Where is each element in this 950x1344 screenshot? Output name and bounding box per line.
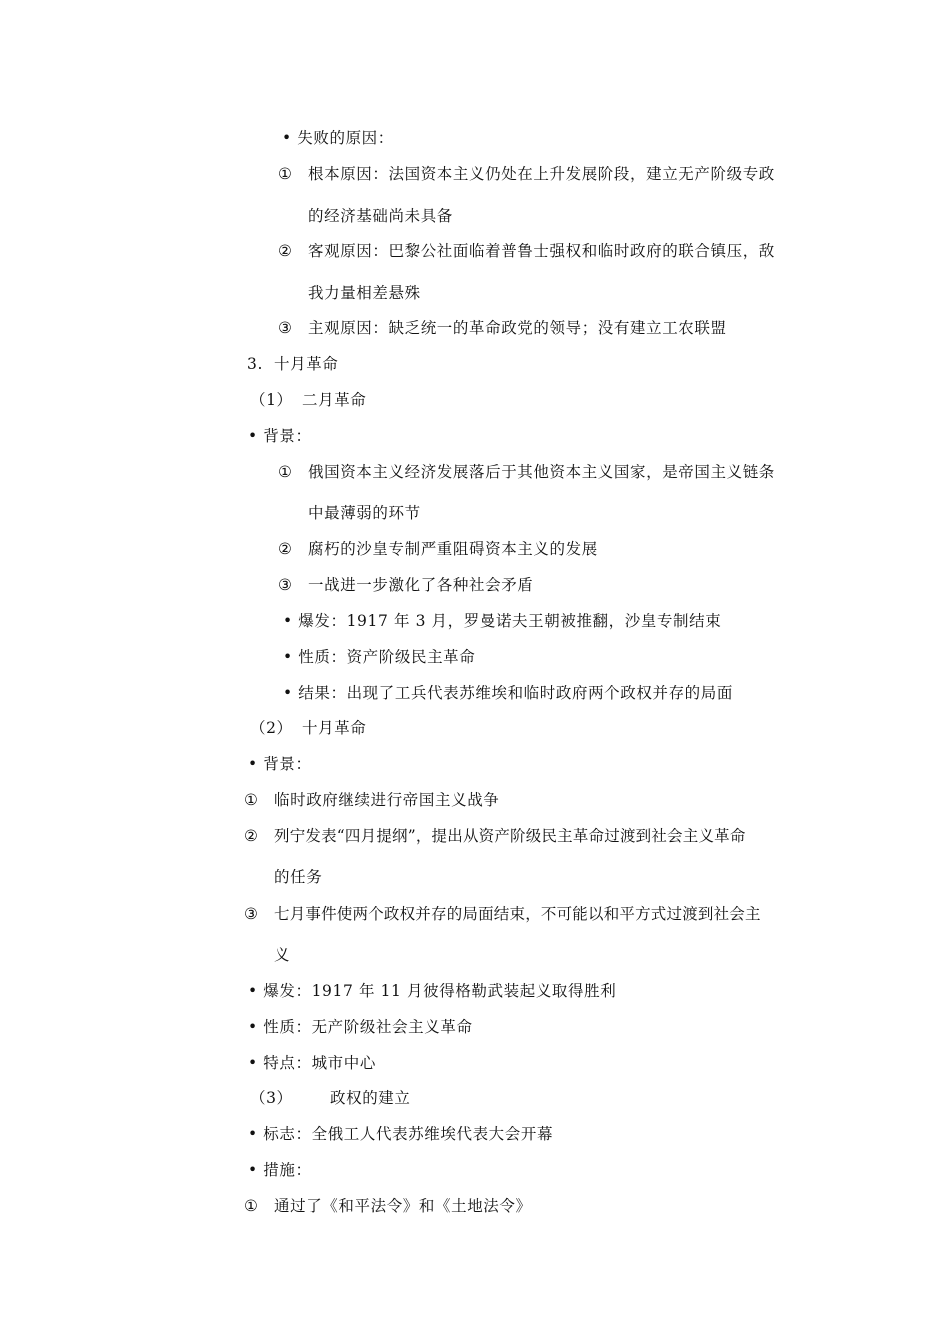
bullet-symbol: • 标志：全俄工人代表苏维埃代表大会开幕 [248, 1125, 554, 1143]
background-item-3-cont: 义 [274, 946, 291, 964]
item-number: ② [278, 540, 293, 558]
bullet-outbreak: • 爆发：1917 年 11 月彼得格勒武装起义取得胜利 [248, 982, 617, 1000]
subsection-heading-february-revolution: 二月革命 [302, 391, 367, 409]
subsection-number: （2） [250, 719, 293, 737]
background-item-3: 一战进一步激化了各种社会矛盾 [308, 576, 534, 594]
subsection-heading-october-revolution: 十月革命 [302, 719, 367, 737]
failure-reason-1: 根本原因：法国资本主义仍处在上升发展阶段，建立无产阶级专政 [308, 165, 775, 183]
item-number: ③ [244, 905, 259, 923]
subsection-number: （3） [250, 1089, 293, 1107]
failure-reason-3: 主观原因：缺乏统一的革命政党的领导；没有建立工农联盟 [308, 319, 727, 337]
failure-reason-2-cont: 我力量相差悬殊 [308, 284, 421, 302]
measure-item-1: 通过了《和平法令》和《土地法令》 [274, 1197, 532, 1215]
background-item-2: 腐朽的沙皇专制严重阻碍资本主义的发展 [308, 540, 598, 558]
bullet-background: • 背景： [248, 755, 312, 773]
background-item-1: 临时政府继续进行帝国主义战争 [274, 791, 500, 809]
item-number: ① [278, 165, 293, 183]
section-number: 3. [247, 355, 263, 373]
item-number: ② [244, 827, 259, 845]
item-number: ③ [278, 576, 293, 594]
bullet-result: • 结果：出现了工兵代表苏维埃和临时政府两个政权并存的局面 [283, 684, 733, 702]
bullet-nature: • 性质：无产阶级社会主义革命 [248, 1018, 473, 1036]
background-item-2-cont: 的任务 [274, 868, 323, 886]
bullet-feature: • 特点：城市中心 [248, 1054, 376, 1072]
section-heading-october-revolution: 十月革命 [274, 355, 339, 373]
item-number: ① [244, 1197, 259, 1215]
bullet-outbreak: • 爆发：1917 年 3 月，罗曼诺夫王朝被推翻，沙皇专制结束 [283, 612, 722, 630]
background-item-2: 列宁发表“四月提纲”，提出从资产阶级民主革命过渡到社会主义革命 [274, 827, 746, 845]
failure-reason-1-cont: 的经济基础尚未具备 [308, 207, 453, 225]
item-number: ③ [278, 319, 293, 337]
item-number: ① [278, 463, 293, 481]
bullet-failure-reasons: • 失败的原因： [282, 129, 394, 147]
background-item-1-cont: 中最薄弱的环节 [308, 504, 421, 522]
bullet-nature: • 性质：资产阶级民主革命 [283, 648, 476, 666]
failure-reason-2: 客观原因：巴黎公社面临着普鲁士强权和临时政府的联合镇压，敌 [308, 242, 775, 260]
background-item-3: 七月事件使两个政权并存的局面结束，不可能以和平方式过渡到社会主 [274, 905, 761, 923]
bullet-background: • 背景： [248, 427, 312, 445]
background-item-1: 俄国资本主义经济发展落后于其他资本主义国家，是帝国主义链条 [308, 463, 775, 481]
bullet-measures: • 措施： [248, 1161, 312, 1179]
item-number: ① [244, 791, 259, 809]
subsection-number: （1） [250, 391, 293, 409]
item-number: ② [278, 242, 293, 260]
subsection-heading-regime-establishment: 政权的建立 [330, 1089, 411, 1107]
